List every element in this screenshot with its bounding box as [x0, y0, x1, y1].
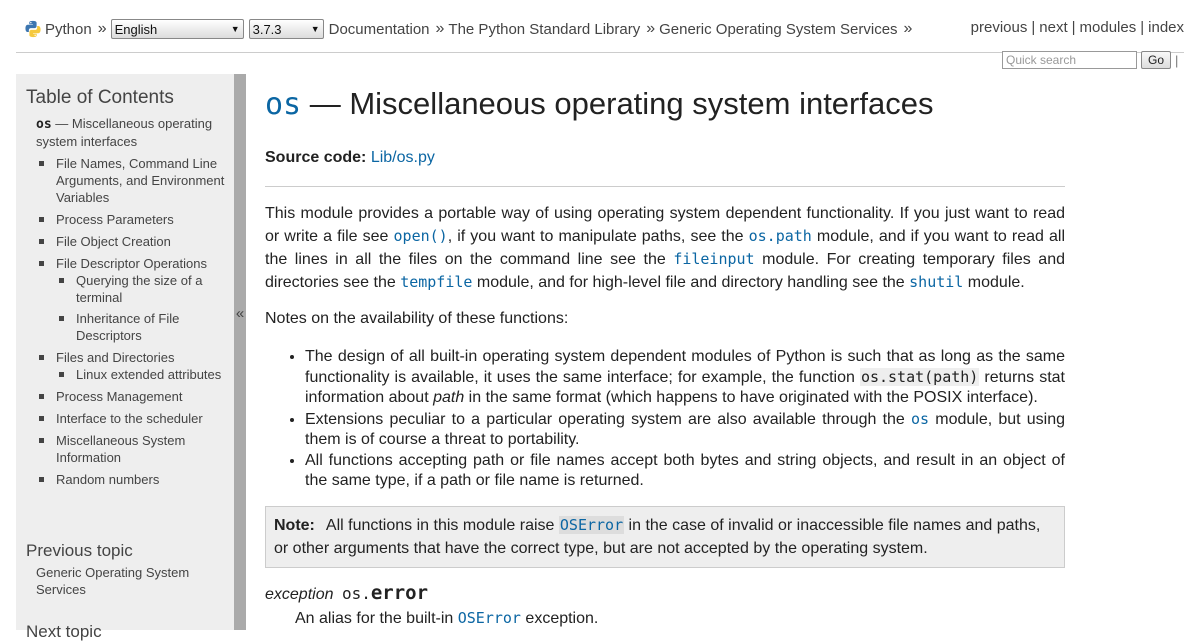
fileinput-link[interactable]	[673, 251, 754, 268]
exception-signature	[265, 582, 428, 604]
text: This module provides a portable way of using operating system dependent functionality. If you just want to read or write a file see	[265, 205, 1065, 245]
top-nav-bar	[16, 0, 1184, 53]
python-logo-icon	[24, 20, 42, 38]
text: Extensions peculiar to a particular operating system are also available through the	[305, 411, 911, 428]
toc-link-fd-inheritance[interactable]: Inheritance of File Descriptors	[76, 311, 180, 343]
text: returns stat information about	[305, 369, 1066, 406]
exception-module: os.	[341, 584, 371, 603]
dropdown-arrow-icon: ▼	[310, 24, 320, 34]
toc-link-file-object-creation[interactable]: File Object Creation	[56, 234, 171, 249]
source-code-label: Source code:	[265, 149, 367, 166]
document-body	[265, 74, 1066, 627]
breadcrumb-generic-os-services[interactable]: Generic Operating System Services	[659, 20, 898, 38]
list-item	[305, 409, 1065, 450]
oserror-link[interactable]	[559, 517, 624, 534]
toc-item	[36, 410, 226, 427]
tempfile-link[interactable]	[400, 274, 472, 291]
previous-topic-heading: Previous topic	[26, 541, 133, 560]
toc-sublist	[56, 366, 226, 383]
toc-link-random-numbers[interactable]: Random numbers	[56, 472, 160, 487]
pipe-separator: |	[1031, 19, 1036, 36]
text: module, and for high-level file and directory handling see the	[472, 274, 910, 291]
breadcrumb-separator: »	[903, 20, 913, 37]
toc-item	[36, 388, 226, 405]
code-ref: tempfile	[400, 273, 473, 291]
previous-link[interactable]: previous	[970, 19, 1028, 36]
list-item: • All functions accepting path or file names accept both bytes and string objects, and result in an object of the same type, if a path or file name is returned.	[305, 451, 1065, 491]
code-ref: os	[911, 410, 930, 428]
intro-paragraph	[265, 202, 1065, 294]
exception-name: error	[370, 582, 429, 604]
dropdown-arrow-icon: ▼	[230, 24, 240, 34]
page-title	[265, 86, 1065, 122]
collapse-chevron-icon: «	[235, 305, 245, 322]
toc-link-process-management[interactable]: Process Management	[56, 389, 183, 404]
emphasis: path	[433, 389, 465, 406]
toc-link-process-parameters[interactable]: Process Parameters	[56, 212, 174, 227]
code-ref: os.path	[748, 227, 812, 245]
toc-item	[36, 233, 226, 250]
toc-link-terminal-size[interactable]: Querying the size of a terminal	[76, 273, 203, 305]
toc-root-text: — Miscellaneous operating system interfaces	[36, 116, 213, 149]
open-function-link[interactable]	[394, 228, 448, 245]
text: in the case of invalid or inaccessible file names and paths, or other arguments that have the correct type, but are not accepted by the operating system.	[274, 517, 1041, 557]
toc-item	[36, 211, 226, 228]
exception-keyword: exception	[265, 586, 334, 603]
modules-link[interactable]: modules	[1079, 19, 1137, 36]
note-box	[265, 506, 1065, 568]
language-select-value: English	[114, 21, 158, 37]
breadcrumb-separator: »	[97, 20, 107, 37]
breadcrumb-standard-library[interactable]: The Python Standard Library	[448, 20, 641, 38]
toc-root-code: os	[36, 117, 52, 132]
breadcrumb-separator: »	[435, 20, 445, 37]
pipe-separator: |	[1175, 52, 1179, 68]
toc-item	[36, 255, 226, 344]
text: module, and if you want to read all the lines in all the files on the command line see the	[265, 228, 1065, 268]
toc-subitem	[56, 366, 226, 383]
toc-root-link[interactable]	[36, 116, 212, 149]
toc-link-linux-xattr[interactable]: Linux extended attributes	[76, 367, 222, 382]
list-item	[305, 347, 1065, 408]
toc-subitem	[56, 310, 226, 344]
table-of-contents	[36, 115, 226, 493]
text: exception.	[520, 610, 599, 627]
text: module, but using them is of course a threat to portability.	[305, 411, 1066, 448]
toc-item	[36, 471, 226, 488]
python-home-link[interactable]: Python	[45, 20, 92, 38]
os-path-link[interactable]	[749, 228, 812, 245]
previous-topic	[36, 564, 221, 598]
text: module.	[963, 274, 1025, 291]
code-ref: OSError	[559, 516, 624, 534]
code-ref: OSError	[457, 609, 521, 627]
text: module. For creating temporary files and directories see the	[265, 251, 1065, 291]
code-ref: shutil	[909, 273, 964, 291]
language-select[interactable]	[111, 19, 244, 39]
text: An alias for the built-in	[295, 610, 458, 627]
divider	[265, 186, 1065, 187]
toc-link-files-and-directories[interactable]: Files and Directories	[56, 350, 175, 365]
code-ref: open()	[393, 227, 448, 245]
toc-link-file-descriptor-operations[interactable]: File Descriptor Operations	[56, 256, 207, 271]
pipe-separator: |	[1140, 19, 1145, 36]
breadcrumb-documentation[interactable]: Documentation	[328, 20, 430, 38]
code-inline: os.stat(path)	[860, 368, 979, 386]
index-link[interactable]: index	[1148, 19, 1184, 36]
page-title-module: os	[265, 87, 302, 122]
availability-list	[265, 347, 1065, 492]
version-select[interactable]	[249, 19, 324, 39]
source-code-link[interactable]: Lib/os.py	[370, 149, 435, 166]
breadcrumb-separator: »	[646, 20, 656, 37]
breadcrumb	[24, 19, 916, 39]
exception-description	[295, 609, 598, 628]
next-link[interactable]: next	[1039, 19, 1068, 36]
sidebar-collapse-button[interactable]	[234, 74, 246, 630]
toc-sublist	[56, 272, 226, 344]
sidebar	[16, 74, 234, 641]
toc-link-file-names[interactable]: File Names, Command Line Arguments, and Environment Variables	[56, 156, 225, 205]
quick-search	[1002, 51, 1178, 69]
quick-search-input[interactable]: Quick search	[1002, 51, 1137, 69]
oserror-link[interactable]	[458, 610, 521, 627]
note-label: Note:	[274, 517, 315, 534]
toc-subitem	[56, 272, 226, 306]
toc-item	[36, 432, 226, 466]
toc-heading: Table of Contents	[26, 87, 174, 108]
search-go-button[interactable]: Go	[1141, 51, 1171, 69]
toc-item	[36, 155, 226, 206]
toc-item	[36, 349, 226, 383]
page-title-text: — Miscellaneous operating system interfaces	[301, 86, 934, 121]
previous-topic-link[interactable]: Generic Operating System Services	[36, 565, 190, 597]
text: All functions in this module raise	[325, 517, 559, 534]
source-code-line	[265, 149, 435, 167]
toc-link-scheduler[interactable]: Interface to the scheduler	[56, 411, 203, 426]
os-module-link[interactable]	[911, 411, 929, 428]
text: The design of all built-in operating system dependent modules of Python is such that as long as the same functionality is available, it uses the same interface; for example, the function	[305, 348, 1065, 386]
toc-root-item[interactable]	[36, 115, 226, 150]
next-topic-heading: Next topic	[26, 622, 102, 641]
related-links	[971, 19, 1184, 36]
code-ref: fileinput	[673, 250, 755, 268]
text: in the same format (which happens to have originated with the POSIX interface).	[464, 389, 1038, 406]
availability-notes-heading: Notes on the availability of these functions:	[265, 310, 569, 327]
toc-link-system-information[interactable]: Miscellaneous System Information	[56, 433, 186, 465]
pipe-separator: |	[1071, 19, 1076, 36]
version-select-value: 3.7.3	[252, 21, 282, 37]
text: , if you want to manipulate paths, see the	[447, 228, 749, 245]
shutil-link[interactable]	[909, 274, 963, 291]
toc-list	[36, 155, 226, 488]
